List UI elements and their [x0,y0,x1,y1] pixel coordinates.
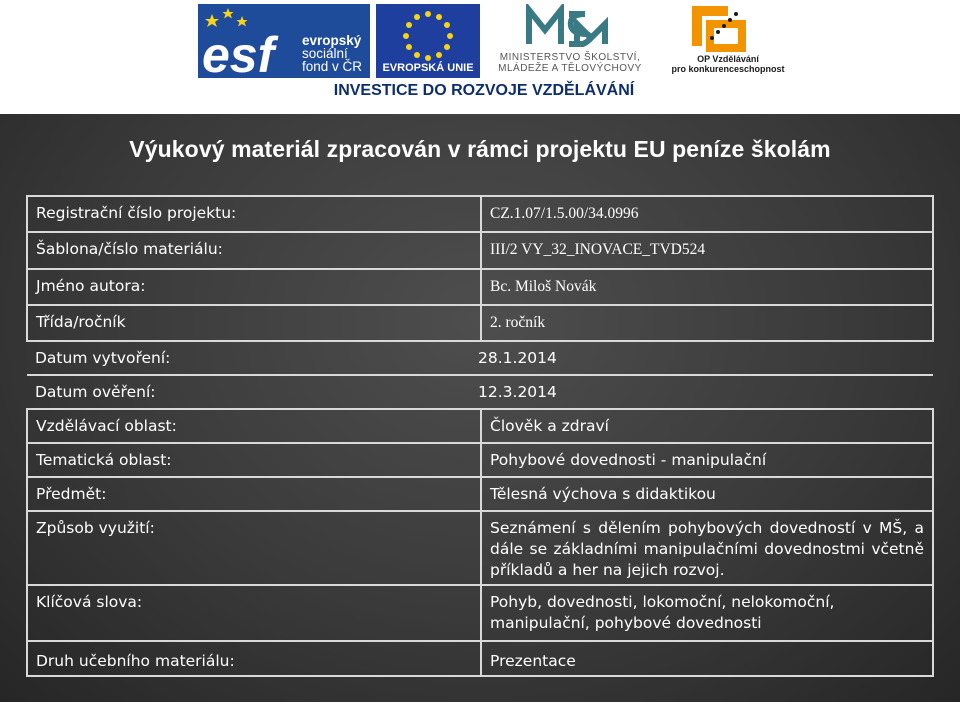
table-row [27,196,933,232]
row-value: Člověk a zdraví [481,409,933,443]
row-label: Registrační číslo projektu: [27,196,481,232]
row-label: Datum ověření: [35,383,156,401]
row-value: Pohyb, dovednosti, lokomoční, nelokomoční, manipulační, pohybové dovednosti [481,585,933,641]
row-value: CZ.1.07/1.5.00/34.0996 [481,196,933,232]
row-value: 28.1.2014 [478,349,557,367]
row-value: Prezentace [481,641,933,676]
esf-text [302,34,362,73]
table-row [27,443,933,477]
msmt-line1: MINISTERSTVO ŠKOLSTVÍ, [499,52,641,63]
svg-text:esf: esf [202,27,275,78]
msmt-logo [525,4,611,50]
table-row [27,269,933,305]
row-label: Klíčová slova: [27,585,481,641]
row-label: Šablona/číslo materiálu: [27,232,481,269]
op-line2: pro konkurenceschopnost [671,64,785,74]
row-combined [27,341,933,375]
row-label: Vzdělávací oblast: [27,409,481,443]
slide-title: Výukový materiál zpracován v rámci projektu EU peníze školám [129,136,831,162]
table-row [27,641,933,676]
project-info-table [26,195,934,677]
logo-banner [0,0,960,114]
row-label: Tematická oblast: [27,443,481,477]
row-combined [27,375,933,409]
row-label: Třída/ročník [27,305,481,341]
msmt-text [484,52,656,74]
eu-label: EVROPSKÁ UNIE [382,62,474,74]
row-value: Tělesná výchova s didaktikou [481,477,933,511]
row-value: Bc. Miloš Novák [481,269,933,305]
table-row [27,409,933,443]
row-label: Druh učebního materiálu: [27,641,481,676]
table-row [27,341,933,375]
row-value: III/2 VY_32_INOVACE_TVD524 [481,232,933,269]
row-value: Pohybové dovednosti - manipulační [481,443,933,477]
esf-line1: evropský [302,33,362,48]
esf-line3: fond v ČR [302,59,363,74]
table-row [27,511,933,585]
table-row [27,375,933,409]
row-value: Seznámení s dělením pohybových dovedností v MŠ, a dále se základními manipulačními dovednostmi včetně příkladů a her na jejich rozvoj. [481,511,933,585]
table-row [27,232,933,269]
table-row [27,477,933,511]
row-label: Jméno autora: [27,269,481,305]
op-logo [688,2,748,52]
row-label: Datum vytvoření: [35,349,171,367]
op-line1: OP Vzdělávání [697,54,759,64]
banner-tagline: INVESTICE DO ROZVOJE VZDĚLÁVÁNÍ [333,82,635,99]
table-row [27,305,933,341]
row-label: Předmět: [27,477,481,511]
row-label: Způsob využití: [27,511,481,585]
esf-line2: sociální [302,46,348,61]
row-value: 12.3.2014 [478,383,557,401]
op-text [668,54,788,74]
msmt-line2: MLÁDEŽE A TĚLOVÝCHOVY [498,63,642,74]
row-value: 2. ročník [481,305,933,341]
table-row [27,585,933,641]
